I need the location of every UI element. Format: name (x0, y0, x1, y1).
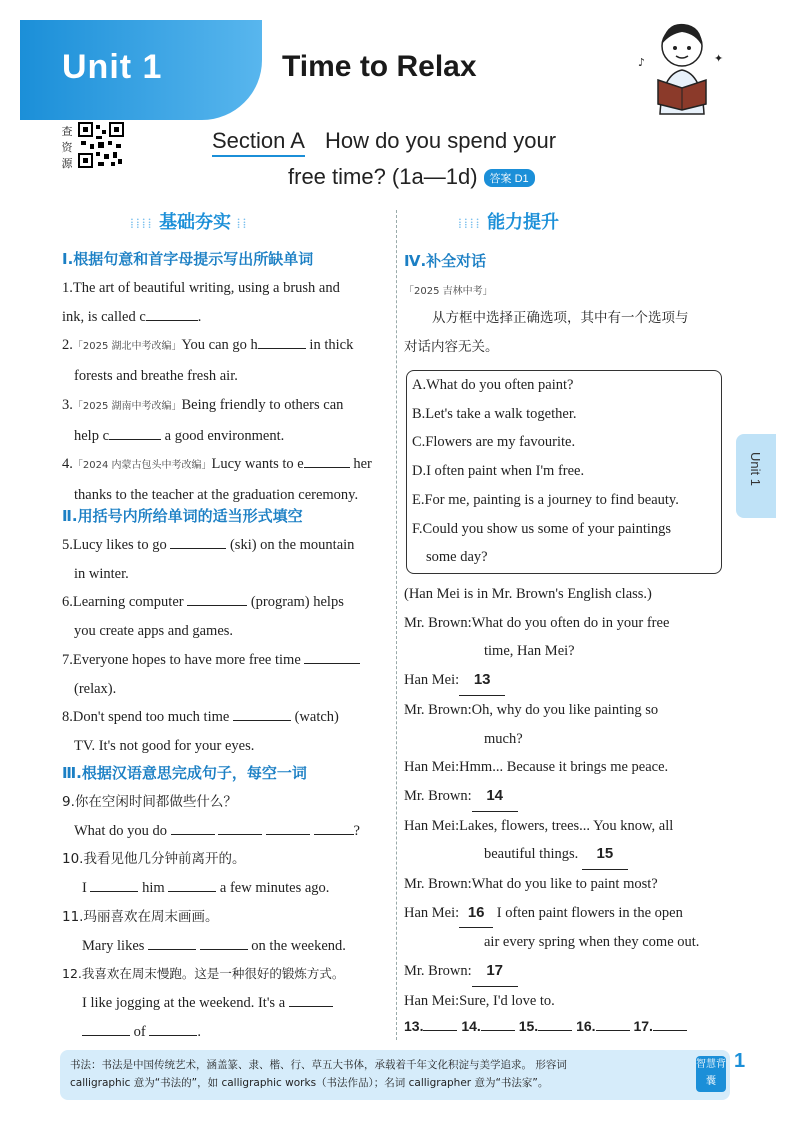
intro-line-1: 从方框中选择正确选项，其中有一个选项与 (432, 310, 689, 326)
q12-end: . (197, 1023, 201, 1040)
q11-text-b: on the weekend. (251, 937, 346, 954)
q3-text-c: a good environment. (164, 427, 285, 444)
q10-blank-1[interactable] (90, 877, 138, 892)
speaker-han: Han Mei: (404, 992, 460, 1009)
q9-blank-3[interactable] (266, 820, 310, 835)
section-4-source: 「2025 吉林中考」 (404, 286, 493, 297)
answer-label-14: 14. (461, 1018, 481, 1034)
section-label: Section A (212, 128, 305, 157)
svg-text:✦: ✦ (714, 52, 724, 65)
speaker-han: Han Mei: (404, 672, 460, 689)
line-text: I often paint flowers in the open (496, 904, 683, 921)
section-4-intro (404, 304, 734, 361)
footer-line-2: calligraphic 意为“书法的”，如 calligraphic works（书法作品）；名词 calligrapher 意为“书法家”。 (70, 1077, 549, 1089)
section-title-line2: free time? (1a—1d) (288, 164, 478, 189)
answer-field-16[interactable] (596, 1016, 630, 1031)
q2-blank[interactable] (258, 334, 306, 349)
line-text: Oh, why do you like painting so (471, 701, 659, 718)
q9-blank-4[interactable] (314, 820, 354, 835)
dialogue-context: (Han Mei is in Mr. Brown's English class.) (404, 586, 652, 602)
heading-advanced: 能力提升 (487, 212, 560, 233)
q8-line-b: TV. It's not good for your eyes. (74, 737, 255, 754)
q12-blank-3[interactable] (149, 1021, 197, 1036)
q8-blank[interactable] (233, 706, 291, 721)
q8-line-a (62, 703, 387, 732)
speaker-brown: Mr. Brown: (404, 701, 472, 718)
intro-line-2: 对话内容无关。 (404, 338, 499, 355)
dialogue (404, 580, 734, 1016)
q6-text: 6.Learning computer (62, 594, 184, 611)
q10-text-c: a few minutes ago. (219, 880, 330, 897)
left-part-1 (62, 274, 387, 510)
dialogue-7 (404, 870, 734, 899)
right-column-heading (458, 208, 559, 234)
q2-source: 「2025 湖北中考改编」 (72, 341, 182, 353)
section-1-heading: Ⅰ.根据句意和首字母提示写出所缺单词 (62, 250, 314, 268)
q4-source: 「2024 内蒙古包头中考改编」 (72, 460, 212, 472)
q12-line-b (62, 1018, 387, 1047)
unit-label: Unit 1 (62, 48, 163, 86)
section-title-line1: How do you spend your (324, 128, 557, 153)
q4-text: Lucy wants to e (211, 456, 304, 473)
section-3-heading: Ⅲ.根据汉语意思完成句子，每空一词 (62, 764, 307, 782)
q9-chinese: 9.你在空闲时间都做些什么？ (62, 794, 237, 810)
dialogue-5 (404, 782, 734, 812)
q5-line-a (62, 531, 387, 560)
answer-field-17[interactable] (653, 1016, 687, 1031)
page-number: 1 (734, 1050, 746, 1072)
dialogue-2 (404, 666, 734, 696)
q7-blank[interactable] (304, 649, 360, 664)
left-column-heading (130, 208, 248, 234)
q10-chinese: 10.我看见他几分钟前离开的。 (62, 851, 246, 868)
q3-text: Being friendly to others can (181, 396, 344, 413)
q2-line-b: forests and breathe fresh air. (74, 368, 238, 385)
options-list (412, 371, 722, 572)
answer-blank-14[interactable]: 14 (472, 782, 518, 812)
option-f: F.Could you show us some of your paintings (412, 520, 672, 537)
q1-blank[interactable] (146, 306, 198, 321)
side-tab-label: Unit 1 (748, 452, 763, 486)
left-part-2 (62, 531, 387, 761)
option-c: C.Flowers are my favourite. (412, 434, 576, 451)
speaker-brown: Mr. Brown: (404, 876, 472, 893)
q9-blank-1[interactable] (171, 820, 215, 835)
q5-text: 5.Lucy likes to go (62, 537, 167, 553)
q9-end: ? (353, 822, 360, 839)
q12-text-b: of (133, 1023, 146, 1040)
answer-blank-15[interactable]: 15 (582, 840, 628, 870)
q1-line-b (62, 303, 387, 332)
q3-blank[interactable] (109, 425, 161, 440)
q4-line-a: 4.「2024 内蒙古包头中考改编」Lucy wants to e her (62, 450, 387, 481)
answer-blank-17[interactable]: 17 (472, 957, 518, 987)
line-text: What do you often do in your free (471, 614, 670, 631)
q8-text: 8.Don't spend too much time (62, 709, 230, 726)
section-4-heading: Ⅳ.补全对话 (404, 252, 487, 270)
q10-blank-2[interactable] (168, 877, 216, 892)
dialogue-3a (404, 696, 734, 725)
answer-blank-16[interactable]: 16 (459, 899, 493, 929)
q3-line-b (62, 422, 387, 451)
q5-text-b: (ski) on the mountain (229, 537, 355, 553)
speaker-brown: Mr. Brown: (404, 963, 472, 980)
answer-row (404, 1012, 687, 1041)
answer-label-17: 17. (633, 1018, 653, 1034)
column-divider (396, 210, 397, 1040)
footer-line-1: 书法：书法是中国传统艺术，涵盖篆、隶、楷、行、草五大书体，承载着千年文化积淀与美学追求。 形容词 (70, 1059, 567, 1071)
answer-label-15: 15. (518, 1018, 539, 1034)
answer-field-13[interactable] (423, 1016, 457, 1031)
q6-blank[interactable] (187, 591, 247, 606)
dialogue-8b: air every spring when they come out. (484, 934, 700, 951)
dialogue-1a (404, 609, 734, 638)
qr-caption: 查资源 (61, 125, 73, 170)
dialogue-6a (404, 812, 734, 841)
q2-text: You can go h (181, 337, 258, 354)
dialogue-4 (404, 753, 734, 782)
q4-line-b: thanks to the teacher at the graduation ceremony. (74, 486, 359, 503)
dots-decoration: ⁞⁞ (231, 217, 249, 232)
line-text: Sure, I'd love to. (459, 992, 555, 1009)
q10-text-b: him (142, 880, 165, 897)
q6-line-b: you create apps and games. (74, 623, 234, 640)
q9-blank-2[interactable] (218, 820, 262, 835)
option-a: A.What do you often paint? (412, 377, 574, 393)
girl-reading-book-icon (632, 14, 728, 122)
page-title: Time to Relax (282, 50, 477, 83)
q7-line-b: (relax). (74, 680, 117, 697)
q1-line-a: 1.The art of beautiful writing, using a brush and (62, 280, 340, 296)
section-title (212, 128, 556, 154)
left-part-3 (62, 788, 387, 1046)
option-f-cont: some day? (426, 549, 488, 566)
q1-text: ink, is called c (62, 308, 146, 325)
svg-text:♪: ♪ (638, 56, 646, 69)
q11-chinese: 11.玛丽喜欢在周末画画。 (62, 908, 219, 925)
q12-blank-2[interactable] (82, 1021, 130, 1036)
answer-field-15[interactable] (538, 1016, 572, 1031)
answer-label-13: 13. (404, 1018, 424, 1034)
q11-blank-1[interactable] (148, 935, 196, 950)
dialogue-8a (404, 899, 734, 929)
q7-text: 7.Everyone hopes to have more free time (62, 651, 301, 668)
q7-line-a (62, 646, 387, 675)
dots-decoration: ⁞⁞⁞⁞ (458, 217, 488, 232)
q6-text-b: (program) helps (250, 594, 344, 611)
q12-line-a (62, 989, 387, 1018)
section-2-heading: Ⅱ.用括号内所给单词的适当形式填空 (62, 507, 303, 525)
q3-text-b: help c (74, 427, 110, 444)
q11-text: Mary likes (82, 937, 145, 954)
dialogue-6b (404, 840, 734, 870)
q2-line-a: 2.「2025 湖北中考改编」You can go h in thick (62, 331, 387, 362)
speaker-han: Han Mei: (404, 817, 460, 834)
q4-blank[interactable] (304, 453, 350, 468)
q5-line-b: in winter. (74, 565, 129, 582)
dialogue-9 (404, 957, 734, 987)
q3-line-a: 3.「2025 湖南中考改编」Being friendly to others can (62, 396, 344, 413)
qr-code-icon[interactable] (78, 122, 124, 168)
option-d: D.I often paint when I'm free. (412, 463, 585, 480)
q4-text-b: her (353, 456, 372, 473)
option-b: B.Let's take a walk together. (412, 405, 577, 422)
q1-end: . (197, 308, 202, 325)
q5-blank[interactable] (170, 534, 226, 549)
wisdom-badge: 智慧背囊 (696, 1056, 726, 1092)
line-text: Lakes, flowers, trees... You know, all (459, 817, 674, 834)
answer-blank-13[interactable]: 13 (459, 666, 505, 696)
dialogue-3b: much? (484, 730, 523, 747)
q8-text-b: (watch) (294, 709, 339, 726)
speaker-han: Han Mei: (404, 759, 460, 776)
heading-basic: 基础夯实 (159, 212, 232, 233)
line-text: beautiful things. (484, 846, 579, 863)
answer-field-14[interactable] (481, 1016, 515, 1031)
q10-text: I (82, 880, 87, 897)
footer-note (70, 1056, 690, 1092)
q10-line (62, 874, 387, 903)
line-text: Hmm... Because it brings me peace. (459, 759, 669, 776)
option-e: E.For me, painting is a journey to find beauty. (412, 491, 679, 508)
q12-chinese: 12.我喜欢在周末慢跑。这是一种很好的锻炼方式。 (62, 966, 345, 982)
speaker-brown: Mr. Brown: (404, 614, 472, 631)
answer-label-16: 16. (576, 1018, 596, 1034)
q9-text: What do you do (74, 822, 168, 839)
q11-line (62, 932, 387, 961)
speaker-brown: Mr. Brown: (404, 787, 472, 804)
q6-line-a (62, 588, 387, 617)
q12-blank-1[interactable] (289, 992, 333, 1007)
answer-badge[interactable]: 答案 D1 (484, 169, 535, 187)
dots-decoration: ⁞⁞⁞⁞ (130, 217, 160, 232)
q12-text: I like jogging at the weekend. It's a (82, 994, 286, 1011)
dialogue-1b: time, Han Mei? (484, 643, 575, 660)
q2-text-b: in thick (309, 337, 354, 354)
line-text: What do you like to paint most? (471, 876, 658, 893)
q11-blank-2[interactable] (200, 935, 248, 950)
section-title-line2-row (288, 164, 535, 190)
q9-line (62, 817, 387, 846)
q3-source: 「2025 湖南中考改编」 (72, 400, 182, 412)
speaker-han: Han Mei: (404, 904, 460, 921)
